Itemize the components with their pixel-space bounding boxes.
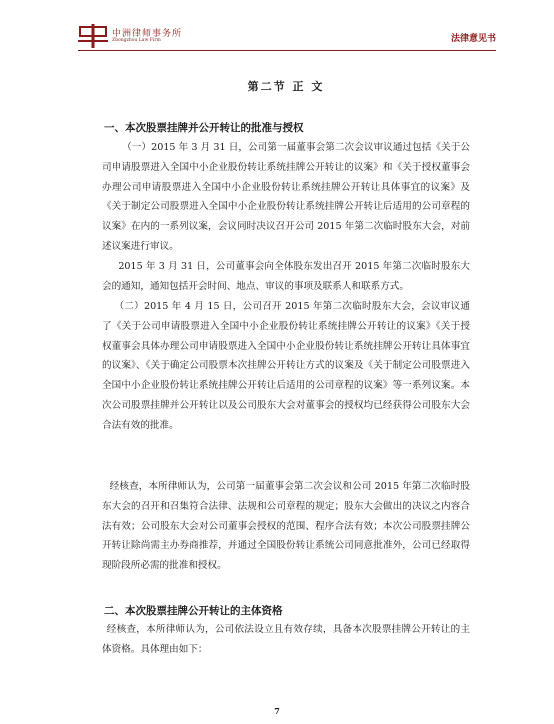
page-header: [0, 0, 554, 52]
document-type-label: 法律意见书: [450, 34, 496, 44]
firm-name-en: Zhongzhou Law Firm: [112, 38, 161, 43]
heading-subject-qualification: 二、本次股票挂牌公开转让的主体资格: [104, 605, 283, 617]
section-title: 第二节 正 文: [247, 80, 325, 93]
paragraph-subject-qualification: 经核查，本所律师认为，公司依法设立且有效存续，具备本次股票挂牌公开转让的主体资格。具体理由如下：: [102, 624, 470, 655]
paragraph-verification-conclusion: 经核查，本所律师认为，公司第一届董事会第二次会议和公司 2015 年第二次临时股东大会的召开和召集符合法律、法规和公司章程的规定；股东大会做出的决议之内容合法有效；公司股东大会对公司董事会授权的范围、程序合法有效；本次公司股票挂牌公开转让除尚需主办券商推荐，并通过全国股份转让系统公司同意批准外，公司已经取得现阶段所必需的批准和授权。: [102, 481, 470, 572]
firm-logo-icon: [78, 24, 108, 48]
paragraph-board-meeting: （一）2015 年 3 月 31 日，公司第一届董事会第二次会议审议通过包括《关于公司申请股票进入全国中小企业股份转让系统挂牌公开转让的议案》和《关于授权董事会办理公司申请股票进入全国中小企业股份转让系统挂牌公开转让具体事宜的议案》及《关于制定公司股票进入全国中小企业股份转让系统挂牌公开转让后适用的公司章程的议案》在内的一系列议案，会议同时决议召开公司 2015 年第二次临时股东大会，对前述议案进行审议。: [102, 142, 470, 252]
paragraph-meeting-notice: 2015 年 3 月 31 日，公司董事会向全体股东发出召开 2015 年第二次临时股东大会的通知，通知包括开会时间、地点、审议的事项及联系人和联系方式。: [102, 261, 470, 292]
heading-approval-authorization: 一、本次股票挂牌并公开转让的批准与授权: [104, 122, 304, 134]
paragraph-shareholder-meeting: （二）2015 年 4 月 15 日，公司召开 2015 年第二次临时股东大会，会议审议通了《关于公司申请股票进入全国中小企业股份转让系统挂牌公开转让的议案》《关于授权董事会具体办理公司申请股票进入全国中小企业股份转让系统挂牌公开转让具体事宜的议案》、《关于确定公司股票本次挂牌公开转让方式的议案及《关于制定公司股票进入全国中小企业股份转让系统挂牌公开转让后适用的公司章程的议案》等一系列议案。本次公司股票挂牌并公开转让以及公司股东大会对董事会的授权均已经获得公司股东大会合法有效的批准。: [102, 301, 470, 431]
page-number: 7: [274, 706, 280, 716]
header-divider: [78, 50, 496, 51]
firm-name-cn: 中洲律师事务所: [112, 29, 183, 39]
